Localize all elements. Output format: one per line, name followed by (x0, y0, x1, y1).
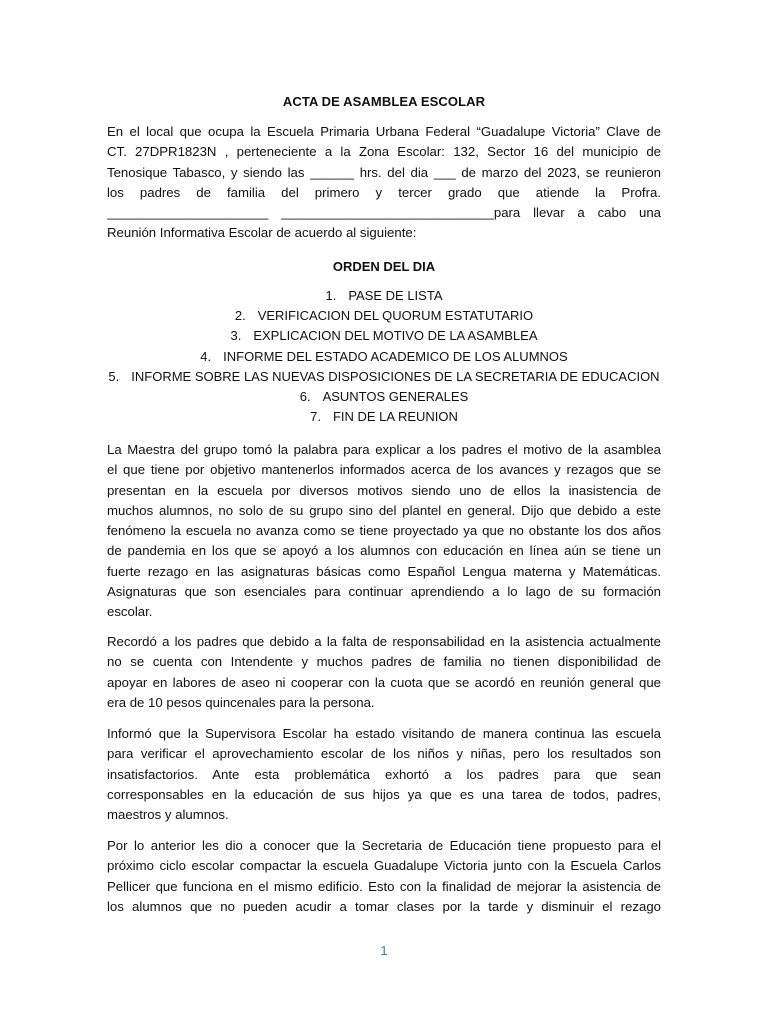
paragraph-line: insatisfactorios. Ante esta problemática exhortó a los padres para que sean (107, 766, 661, 782)
paragraph-line: Por lo anterior les dio a conocer que la Secretaria de Educación tiene propuesto para el (107, 838, 661, 853)
agenda-item-number: 3. (230, 328, 242, 344)
agenda-item-number: 4. (200, 348, 212, 364)
body-paragraph-3 (107, 632, 661, 713)
paragraph-line: no se cuenta con Intendente y muchos padres de familia no tienen disponibilidad de (107, 654, 661, 670)
document-title: ACTA DE ASAMBLEA ESCOLAR (282, 94, 486, 109)
paragraph-line: CT. 27DPR1823N , perteneciente a la Zona Escolar: 132, Sector 16 del municipio de (107, 144, 661, 160)
paragraph-line: el que tiene por objetivo mantenerlos informados acerca de los avances y rezagos que se (107, 462, 661, 478)
agenda-item (107, 306, 661, 326)
body-paragraph-5 (107, 836, 661, 917)
paragraph-line: En el local que ocupa la Escuela Primaria Urbana Federal “Guadalupe Victoria” Clave de (107, 124, 661, 139)
paragraph-line: Reunión Informativa Escolar de acuerdo al siguiente: (107, 225, 417, 241)
paragraph-line: Tenosique Tabasco, y siendo las ______ hrs. del dia ___ de marzo del 2023, se reunieron (107, 164, 661, 180)
agenda-list (107, 286, 661, 427)
agenda-item-label: VERIFICACION DEL QUORUM ESTATUTARIO (257, 308, 534, 324)
agenda-item-label: FIN DE LA REUNION (332, 409, 458, 425)
paragraph-line: los alumnos que no pueden acudir a tomar clases por la tarde y disminuir el rezago (107, 898, 661, 914)
body-paragraph-4 (107, 724, 661, 825)
agenda-item-label: INFORME SOBRE LAS NUEVAS DISPOSICIONES DE LA SECRETARIA DE EDUCACION (131, 368, 660, 384)
paragraph-line: fenómeno la escuela no avanza como se tiene proyectado ya que no obstante los dos años (107, 523, 661, 539)
agenda-item (107, 326, 661, 346)
agenda-item-number: 5. (108, 368, 120, 384)
paragraph-line: maestros y alumnos. (107, 807, 229, 823)
paragraph-line: Pellicer que funciona en el mismo edificio. Esto con la finalidad de mejorar la asistencia de (107, 878, 661, 894)
paragraph-line: de pandemia en los que se apoyó a los alumnos con educación en línea aún se tiene un (107, 543, 661, 559)
page-number: 1 (380, 943, 388, 958)
paragraph-line: escolar. (107, 604, 153, 620)
paragraph-line: los padres de familia del primero y tercer grado que atiende la Profra. (107, 184, 661, 200)
agenda-item-label: PASE DE LISTA (348, 288, 443, 303)
agenda-item-number: 2. (234, 308, 246, 324)
paragraph-line: Asignaturas que son esenciales para continuar aprendiendo a lo lago de su formación (107, 584, 661, 600)
agenda-item (107, 367, 661, 387)
agenda-item (107, 387, 661, 407)
agenda-item-number: 1. (325, 288, 337, 303)
paragraph-line: ______________________ _____________________________para llevar a cabo una (107, 205, 661, 221)
agenda-item-number: 7. (310, 409, 321, 425)
agenda-item-label: INFORME DEL ESTADO ACADEMICO DE LOS ALUMNOS (223, 348, 568, 364)
paragraph-line: próximo ciclo escolar compactar la escuela Guadalupe Victoria junto con la Escuela Carlos (107, 858, 661, 874)
paragraph-line: apoyar en labores de aseo ni cooperar con la cuota que se acordó en reunión general que (107, 674, 661, 690)
paragraph-line: corresponsables en la educación de sus hijos ya que es una tarea de todos, padres, (107, 786, 661, 802)
agenda-item-label: ASUNTOS GENERALES (322, 388, 469, 404)
paragraph-line: para verificar el aprovechamiento escolar de los niños y niñas, pero los resultados son (107, 746, 661, 762)
agenda-item-label: EXPLICACION DEL MOTIVO DE LA ASAMBLEA (253, 328, 538, 344)
body-paragraph-2 (107, 440, 661, 623)
paragraph-line: presentan en la escuela por diversos motivos siendo uno de ellos la inasistencia de (107, 482, 661, 498)
paragraph-line: Informó que la Supervisora Escolar ha estado visitando de manera continua las escuela (107, 726, 661, 741)
paragraph-line: Recordó a los padres que debido a la falta de responsabilidad en la asistencia actualmente (107, 634, 661, 649)
paragraph-line: fuerte rezago en las asignaturas básicas como Español Lengua materna y Matemáticas. (107, 563, 661, 579)
agenda-item (107, 286, 661, 306)
paragraph-line: era de 10 pesos quincenales para la persona. (107, 694, 375, 710)
paragraph-line: La Maestra del grupo tomó la palabra para explicar a los padres el motivo de la asamblea (107, 442, 661, 457)
intro-paragraph (107, 122, 661, 244)
agenda-title: ORDEN DEL DIA (332, 259, 436, 274)
agenda-item (107, 347, 661, 367)
agenda-item-number: 6. (299, 388, 311, 404)
paragraph-line: muchos alumnos, no solo de su grupo sino del plantel en general. Dijo que debido a este (107, 502, 661, 518)
agenda-item (107, 407, 661, 427)
